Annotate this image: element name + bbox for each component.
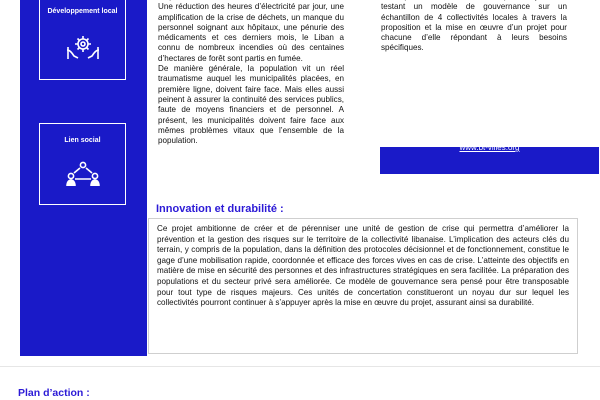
column-left-text xyxy=(158,0,344,146)
innovation-heading: Innovation et durabilité : xyxy=(156,203,284,215)
tile-label: Développement local xyxy=(47,8,118,15)
section-divider xyxy=(0,366,600,367)
paragraph: testant un modèle de gouvernance sur un échantillon de 4 collectivités locales à travers la proposition et la mise en œuvre d’un projet pour chacune d’elle répondant à leurs besoins spécifiques. xyxy=(381,2,567,53)
people-network-icon xyxy=(65,160,101,188)
gear-hands-icon xyxy=(64,33,102,63)
paragraph: Une réduction des heures d’électricité par jour, une amplification de la crise de déchets, un manque du personnel soignant aux hôpitaux, une pénurie des médicaments et ces derniers mois, le Liban a connu de nombreux incendies où des centaines d’hectares de forêt sont partis en fumée. xyxy=(158,2,344,63)
column-right-text xyxy=(381,0,567,54)
email-link[interactable]: contact@bt-villes.org xyxy=(452,133,527,142)
paragraph: De manière générale, la population vit un réel traumatisme auquel les municipalités placées, en première ligne, doivent faire face. Mais elles aussi peinent à assurer la continuité des services publics, faute de moyens financiers et de personnel. A présent, les municipalités doivent faire face aux mêmes problèmes vitaux que l’ensemble de la population. xyxy=(158,64,344,146)
tile-developpement-local xyxy=(39,0,126,80)
website-link[interactable]: www.bt-villes.org xyxy=(459,143,520,152)
innovation-box xyxy=(148,218,578,354)
tile-lien-social xyxy=(39,123,126,205)
tile-label: Lien social xyxy=(64,137,101,144)
sidebar-panel xyxy=(20,0,147,356)
plan-heading: Plan d’action : xyxy=(18,387,90,399)
contact-box xyxy=(380,133,599,174)
innovation-paragraph: Ce projet ambitionne de créer et de pérenniser une unité de gestion de crise qui permettra d’améliorer la prévention et la gestion des risques sur le territoire de la collectivité libanaise. L’implication des acteurs clés du terrain, y compris de la population, dans la définition des protocoles décisionnel et de fonctionnement, constitue le gage d’une mobilisation rapide, coordonnée et efficace des forces vives en cas de crise. L’atteinte des objectifs en matière de mise en sécurité des personnes et des infrastructures stratégiques en sera facilitée. La préparation des populations et du secteur privé sera améliorée. Ce modèle de gouvernance sera pensé pour être transposable pour tout type de risques majeurs. Ces unités de concertation constitueront un noyau dur sur lequel les collectivités pourront continuer à s’appuyer après la mise en œuvre du projet, assurant ainsi sa durabilité. xyxy=(157,224,569,308)
